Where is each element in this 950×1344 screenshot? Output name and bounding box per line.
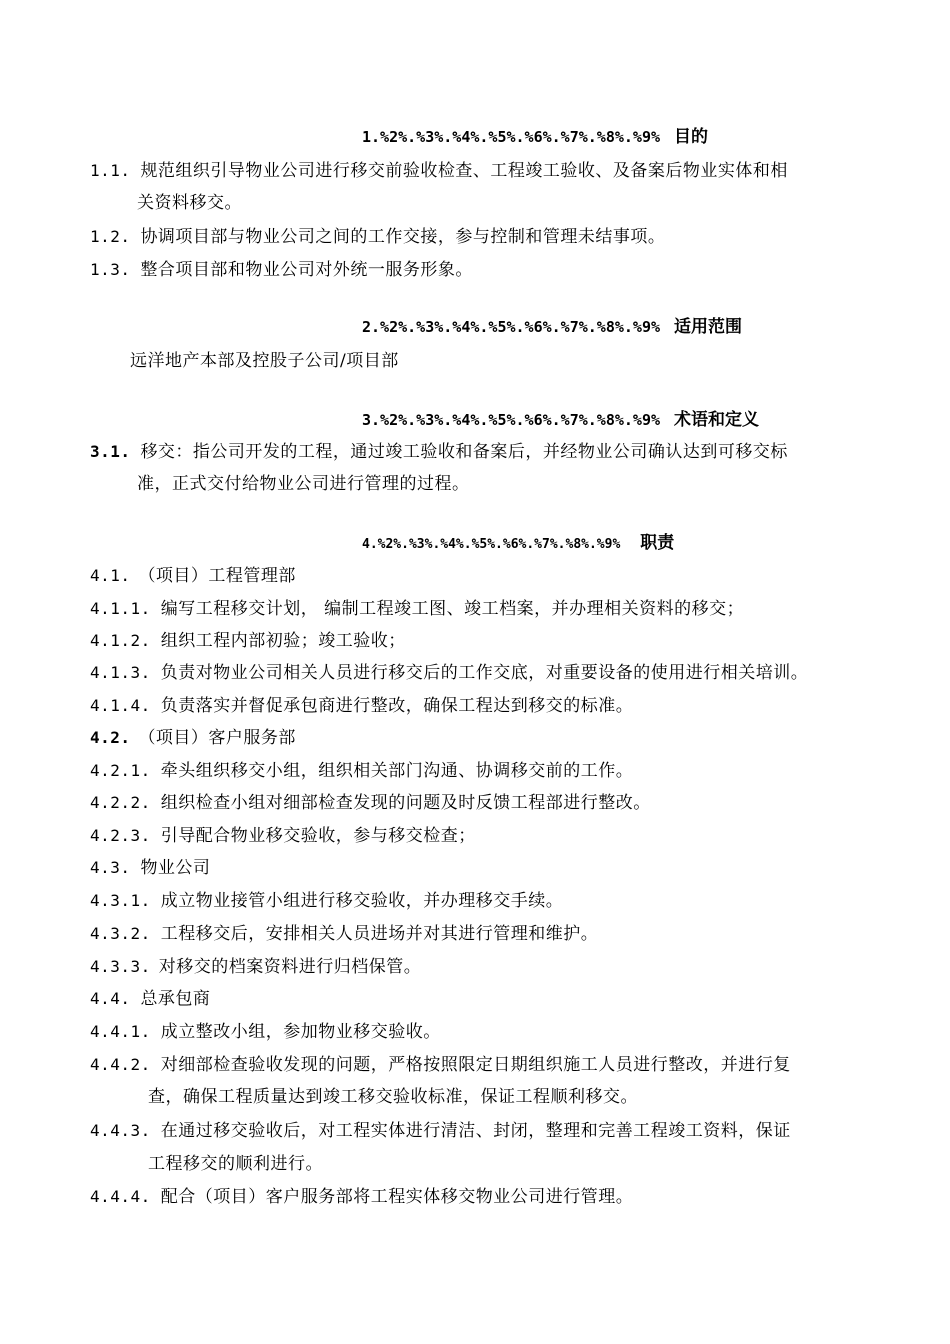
item-text: 协调项目部与物业公司之间的工作交接，参与控制和管理未结事项。 xyxy=(140,227,666,247)
section-heading-2 xyxy=(362,316,742,338)
list-item xyxy=(90,565,296,587)
item-text: 移交：指公司开发的工程，通过竣工验收和备案后，并经物业公司确认达到可移交标 xyxy=(140,442,788,462)
list-item xyxy=(90,857,210,879)
list-item xyxy=(90,662,808,684)
item-text: 总承包商 xyxy=(140,989,211,1009)
item-continuation: 准，正式交付给物业公司进行管理的过程。 xyxy=(137,474,470,494)
section-body: 远洋地产本部及控股子公司/项目部 xyxy=(130,351,399,371)
item-number: 4.1.3. xyxy=(90,663,151,682)
item-number: 4.2. xyxy=(90,728,131,747)
item-text: 负责落实并督促承包商进行整改，确保工程达到移交的标准。 xyxy=(160,696,634,716)
list-item xyxy=(90,441,788,463)
section-heading-1 xyxy=(362,126,708,148)
item-number: 4.4.3. xyxy=(90,1121,151,1140)
item-number: 4.4. xyxy=(90,989,131,1008)
item-continuation: 工程移交的顺利进行。 xyxy=(148,1154,323,1174)
list-item xyxy=(90,1120,791,1142)
item-text: 配合（项目）客户服务部将工程实体移交物业公司进行管理。 xyxy=(160,1187,634,1207)
list-item xyxy=(90,956,421,978)
item-number: 4.3.2. xyxy=(90,924,151,943)
item-number: 4.1.2. xyxy=(90,631,151,650)
item-text: 成立物业接管小组进行移交验收，并办理移交手续。 xyxy=(160,891,564,911)
list-item xyxy=(90,630,406,652)
list-item xyxy=(90,259,473,281)
item-continuation: 关资料移交。 xyxy=(137,193,242,213)
item-text: （项目）工程管理部 xyxy=(138,566,296,586)
item-number: 4.3.3. xyxy=(90,957,151,976)
item-text: 引导配合物业移交验收，参与移交检查； xyxy=(160,826,476,846)
item-text: 牵头组织移交小组，组织相关部门沟通、协调移交前的工作。 xyxy=(160,761,634,781)
item-number: 1.2. xyxy=(90,227,131,246)
section-title: 术语和定义 xyxy=(674,410,760,430)
list-item xyxy=(90,598,744,620)
item-text: 整合项目部和物业公司对外统一服务形象。 xyxy=(140,260,473,280)
item-number: 4.4.4. xyxy=(90,1187,151,1206)
list-item xyxy=(90,923,598,945)
section-title: 目的 xyxy=(674,127,709,147)
section-title: 职责 xyxy=(640,533,675,553)
item-number: 4.1. xyxy=(90,566,131,585)
item-text: 规范组织引导物业公司进行移交前验收检查、工程竣工验收、及备案后物业实体和相 xyxy=(140,161,788,181)
list-item xyxy=(90,160,788,182)
list-item xyxy=(90,226,665,248)
item-number: 1.3. xyxy=(90,260,131,279)
item-number: 4.1.4. xyxy=(90,696,151,715)
section-heading-3 xyxy=(362,409,759,431)
list-item xyxy=(90,792,651,814)
item-number: 4.4.2. xyxy=(90,1055,151,1074)
section-title: 适用范围 xyxy=(674,317,743,337)
list-item xyxy=(90,727,296,749)
section-heading-4 xyxy=(362,532,674,556)
item-number: 1.1. xyxy=(90,161,131,180)
item-number: 4.2.2. xyxy=(90,793,151,812)
item-text: 成立整改小组，参加物业移交验收。 xyxy=(160,1022,441,1042)
item-text: 负责对物业公司相关人员进行移交后的工作交底，对重要设备的使用进行相关培训。 xyxy=(160,663,809,683)
item-text: 在通过移交验收后，对工程实体进行清洁、封闭，整理和完善工程竣工资料，保证 xyxy=(160,1121,791,1141)
list-item xyxy=(90,890,563,912)
item-number: 3.1. xyxy=(90,442,131,461)
list-item xyxy=(90,1054,791,1076)
item-number: 4.1.1. xyxy=(90,599,151,618)
section-number: 1.%2%.%3%.%4%.%5%.%6%.%7%.%8%.%9% xyxy=(362,128,661,146)
item-text: 组织工程内部初验；竣工验收； xyxy=(160,631,406,651)
item-text: 对细部检查验收发现的问题，严格按照限定日期组织施工人员进行整改，并进行复 xyxy=(160,1055,791,1075)
list-item xyxy=(90,695,633,717)
section-number: 2.%2%.%3%.%4%.%5%.%6%.%7%.%8%.%9% xyxy=(362,318,661,336)
section-number: 3.%2%.%3%.%4%.%5%.%6%.%7%.%8%.%9% xyxy=(362,411,661,429)
list-item xyxy=(90,1186,633,1208)
item-text: 对移交的档案资料进行归档保管。 xyxy=(158,957,422,977)
list-item xyxy=(90,1021,441,1043)
item-number: 4.3. xyxy=(90,858,131,877)
item-text: 编写工程移交计划， 编制工程竣工图、竣工档案，并办理相关资料的移交； xyxy=(160,599,745,619)
item-number: 4.4.1. xyxy=(90,1022,151,1041)
list-item xyxy=(90,760,633,782)
item-text: 组织检查小组对细部检查发现的问题及时反馈工程部进行整改。 xyxy=(160,793,651,813)
item-text: 工程移交后，安排相关人员进场并对其进行管理和维护。 xyxy=(160,924,599,944)
section-number: 4.%2%.%3%.%4%.%5%.%6%.%7%.%8%.%9% xyxy=(362,537,621,552)
list-item xyxy=(90,988,210,1010)
list-item xyxy=(90,825,476,847)
item-text: （项目）客户服务部 xyxy=(138,728,296,748)
item-text: 物业公司 xyxy=(140,858,211,878)
item-number: 4.3.1. xyxy=(90,891,151,910)
item-continuation: 查，确保工程质量达到竣工移交验收标准，保证工程顺利移交。 xyxy=(148,1087,638,1107)
item-number: 4.2.3. xyxy=(90,826,151,845)
item-number: 4.2.1. xyxy=(90,761,151,780)
